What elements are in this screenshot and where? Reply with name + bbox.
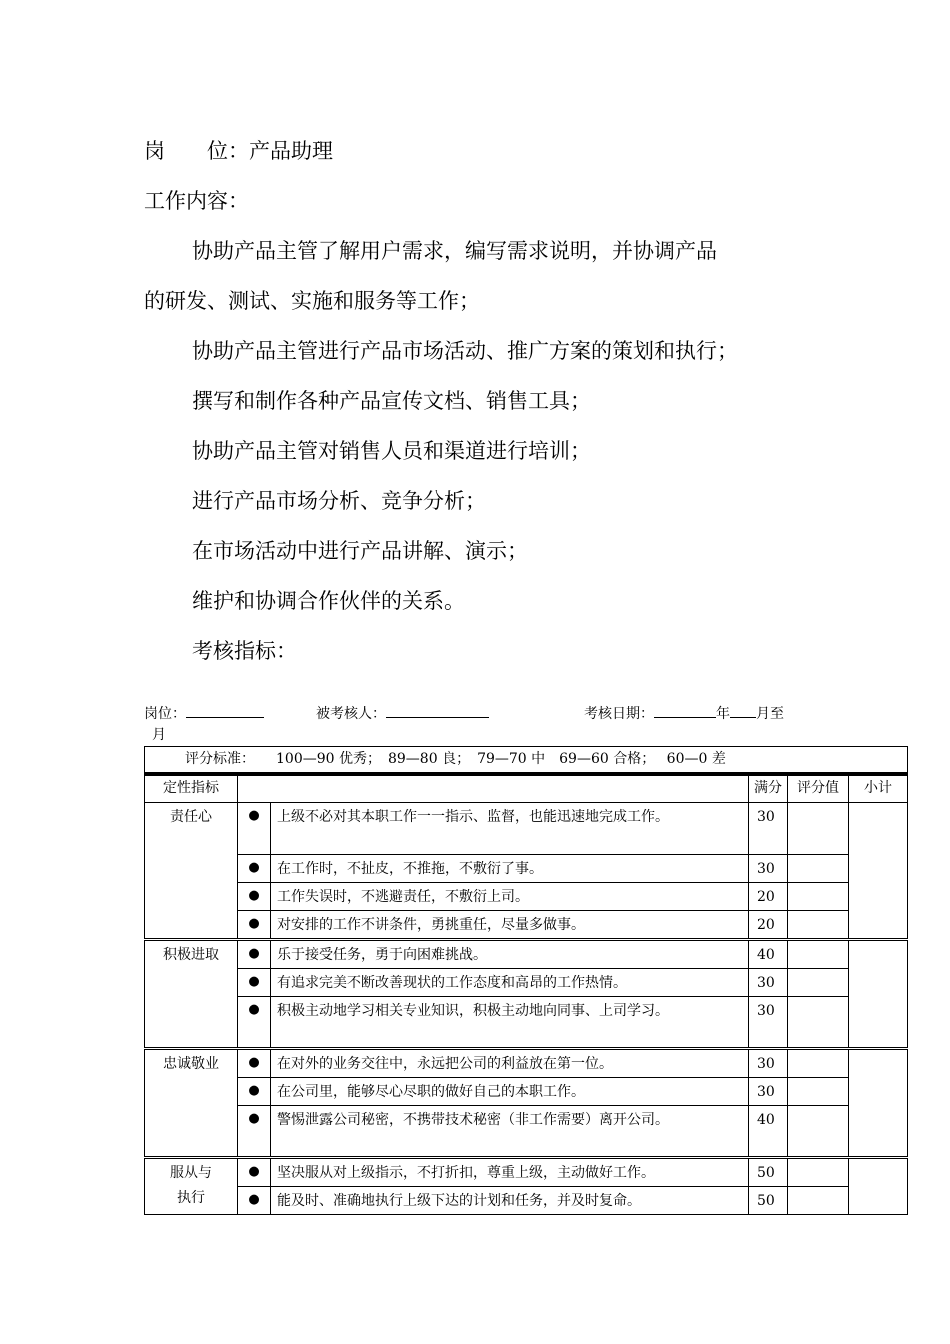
category-cell: 责任心 [145,803,238,940]
bullet-icon: ● [238,1078,271,1106]
year-text: 年 [716,706,730,722]
duty-line: 撰写和制作各种产品宣传文档、销售工具； [192,389,591,413]
duty-line: 进行产品市场分析、竞争分析； [192,489,486,513]
bullet-icon: ● [238,1106,271,1158]
duty-line: 协助产品主管进行产品市场活动、推广方案的策划和执行； [192,339,738,363]
category-cell: 积极进取 [145,940,238,1049]
max-score: 30 [749,997,788,1049]
bullet-icon: ● [238,1049,271,1078]
score-table [144,746,908,1215]
criterion-text: 在对外的业务交往中，永远把公司的利益放在第一位。 [271,1049,749,1078]
criterion-text: 积极主动地学习相关专业知识，积极主动地向同事、上司学习。 [271,997,749,1049]
score-input-cell[interactable] [788,1158,849,1187]
max-score: 30 [749,855,788,883]
score-input-cell[interactable] [788,969,849,997]
duty-line: 维护和协调合作伙伴的关系。 [192,589,465,613]
subtotal-cell[interactable] [849,1158,908,1215]
subtotal-cell[interactable] [849,1049,908,1158]
post-label: 岗 位： [144,139,249,163]
header-subtotal: 小计 [849,776,908,803]
form-date-label: 考核日期： [584,706,654,722]
score-input-cell[interactable] [788,940,849,969]
form-assessee-field [316,703,489,721]
criterion-text: 有追求完美不断改善现状的工作态度和高昂的工作热情。 [271,969,749,997]
year-blank [654,703,716,718]
score-input-cell[interactable] [788,803,849,855]
month-blank [730,703,756,718]
post-value: 产品助理 [249,139,333,163]
header-blank [238,776,749,803]
bullet-icon: ● [238,855,271,883]
max-score: 50 [749,1158,788,1187]
subtotal-cell[interactable] [849,803,908,940]
bullet-icon: ● [238,1158,271,1187]
assessee-blank [386,703,489,718]
duty-line: 在市场活动中进行产品讲解、演示； [192,539,528,563]
criterion-text: 在公司里，能够尽心尽职的做好自己的本职工作。 [271,1078,749,1106]
criterion-text: 工作失误时，不逃避责任，不敷衍上司。 [271,883,749,911]
form-post-label: 岗位： [144,706,186,722]
form-assessee-label: 被考核人： [316,706,386,722]
max-score: 20 [749,911,788,940]
score-input-cell[interactable] [788,997,849,1049]
category-cell: 服从与执行 [145,1158,238,1215]
max-score: 50 [749,1187,788,1215]
post-line [144,141,333,162]
form-date-field [584,703,784,721]
max-score: 40 [749,1106,788,1158]
criterion-text: 乐于接受任务，勇于向困难挑战。 [271,940,749,969]
criterion-text: 对安排的工作不讲条件，勇挑重任，尽量多做事。 [271,911,749,940]
score-input-cell[interactable] [788,911,849,940]
category-cell: 忠诚敬业 [145,1049,238,1158]
kpi-label: 考核指标： [192,639,297,663]
duty-line: 协助产品主管了解用户需求，编写需求说明，并协调产品 [192,239,717,263]
form-post-field [144,703,264,721]
bullet-icon: ● [238,969,271,997]
bullet-icon: ● [238,803,271,855]
max-score: 20 [749,883,788,911]
header-max: 满分 [749,776,788,803]
score-input-cell[interactable] [788,883,849,911]
scoring-standard: 评分标准： 100—90 优秀； 89—80 良； 79—70 中 69—60 合格； 60—0 差 [145,747,908,774]
work-content-label: 工作内容： [144,189,249,213]
max-score: 30 [749,1078,788,1106]
month-to-text: 月至 [756,706,784,722]
score-input-cell[interactable] [788,1049,849,1078]
max-score: 30 [749,803,788,855]
criterion-text: 在工作时，不扯皮，不推拖，不敷衍了事。 [271,855,749,883]
criterion-text: 上级不必对其本职工作一一指示、监督，也能迅速地完成工作。 [271,803,749,855]
criterion-text: 坚决服从对上级指示，不打折扣，尊重上级，主动做好工作。 [271,1158,749,1187]
score-input-cell[interactable] [788,1106,849,1158]
bullet-icon: ● [238,883,271,911]
score-input-cell[interactable] [788,1187,849,1215]
form-month-text: 月 [152,727,166,743]
bullet-icon: ● [238,997,271,1049]
criterion-text: 能及时、准确地执行上级下达的计划和任务，并及时复命。 [271,1187,749,1215]
bullet-icon: ● [238,940,271,969]
max-score: 40 [749,940,788,969]
max-score: 30 [749,969,788,997]
post-blank [186,703,264,718]
duty-line: 的研发、测试、实施和服务等工作； [144,289,480,313]
criterion-text: 警惕泄露公司秘密，不携带技术秘密（非工作需要）离开公司。 [271,1106,749,1158]
header-score: 评分值 [788,776,849,803]
header-category: 定性指标 [145,776,238,803]
subtotal-cell[interactable] [849,940,908,1049]
max-score: 30 [749,1049,788,1078]
bullet-icon: ● [238,1187,271,1215]
bullet-icon: ● [238,911,271,940]
score-input-cell[interactable] [788,1078,849,1106]
duty-line: 协助产品主管对销售人员和渠道进行培训； [192,439,591,463]
score-input-cell[interactable] [788,855,849,883]
